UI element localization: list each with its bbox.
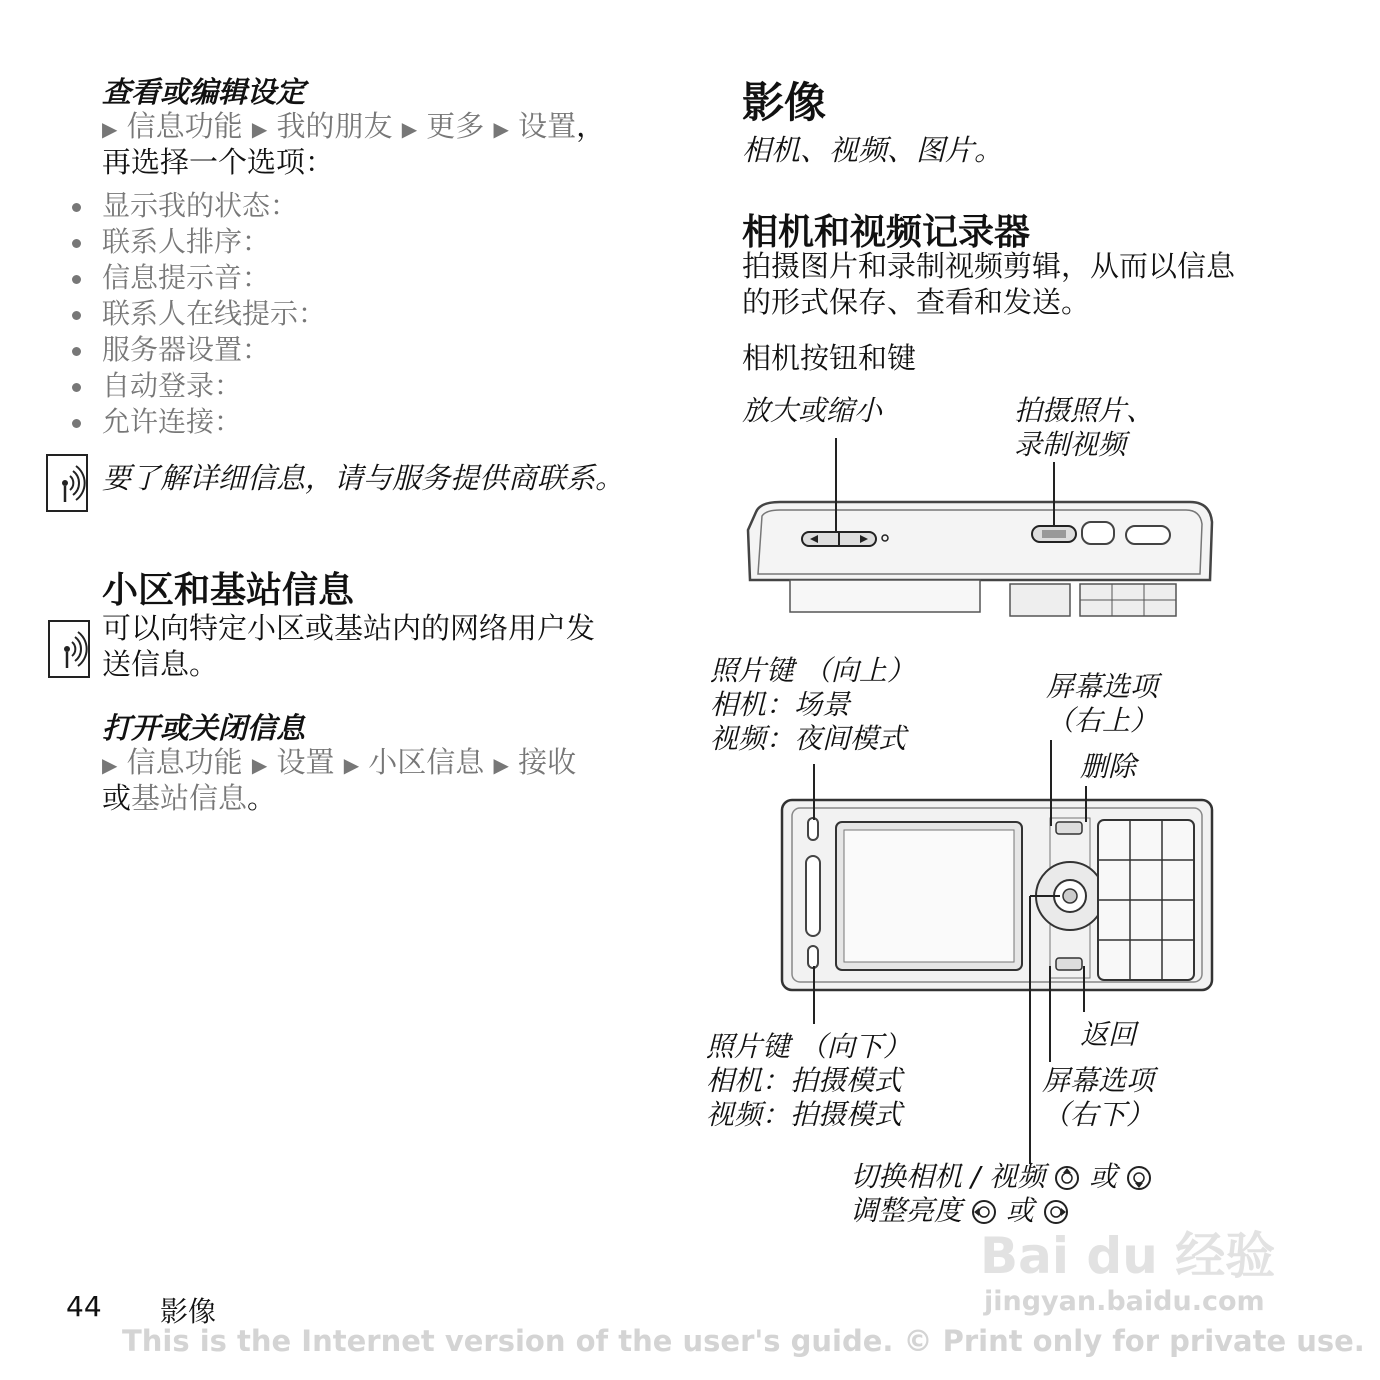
label-photo-key-down-camera: 相机：拍摄模式 [706, 1064, 903, 1097]
switch-text: 切换相机 / 视频 [850, 1160, 1046, 1193]
section-title-view-edit-settings: 查看或编辑设定 [102, 75, 306, 109]
punctuation: ， [576, 109, 606, 143]
label-shoot-line2: 录制视频 [1014, 428, 1127, 461]
label-photo-key-down: 照片键 （向下） [706, 1030, 911, 1063]
list-item: 显示我的状态： [68, 188, 326, 224]
brightness-text: 调整亮度 [850, 1194, 963, 1227]
path-item: 小区信息 [368, 745, 485, 779]
label-screen-option-bottom-pos: （右下） [1042, 1098, 1155, 1131]
or-word: 或 [102, 781, 132, 815]
path-item: 设置 [276, 745, 335, 779]
label-switch-mode [850, 1160, 1152, 1194]
figure-caption: 相机按钮和键 [742, 341, 917, 375]
label-photo-key-up-video: 视频：夜间模式 [710, 722, 907, 755]
label-photo-key-up-camera: 相机：场景 [710, 688, 851, 721]
list-item: 信息提示音： [68, 260, 326, 296]
footer-watermark: This is the Internet version of the user's guide. © Print only for private use. [122, 1324, 1365, 1358]
body-text: 可以向特定小区或基站内的网络用户发 [102, 611, 596, 645]
section-title-camera: 相机和视频记录器 [742, 212, 1031, 253]
arrow-right-icon: ▶ [102, 753, 118, 777]
body-text: 送信息。 [102, 647, 219, 681]
path-item: 基站信息 [131, 781, 248, 815]
list-item: 自动登录： [68, 368, 326, 404]
label-back: 返回 [1080, 1018, 1137, 1051]
arrow-right-icon: ▶ [343, 753, 360, 777]
arrow-right-icon: ▶ [102, 117, 118, 141]
path-item: 接收 [518, 745, 577, 779]
arrow-right-icon: ▶ [251, 753, 268, 777]
path-item: 更多 [426, 109, 485, 143]
arrow-right-icon: ▶ [401, 117, 418, 141]
baidu-logo: Bai du 经验 [980, 1227, 1276, 1285]
list-item: 联系人排序： [68, 224, 326, 260]
label-screen-option-top-pos: （右上） [1046, 704, 1159, 737]
arrow-right-icon: ▶ [493, 753, 509, 777]
nav-up-icon [1054, 1160, 1080, 1193]
section-title-cell-info: 小区和基站信息 [102, 570, 355, 611]
path-item: 信息功能 [126, 109, 243, 143]
footer-section: 影像 [160, 1295, 217, 1328]
section-title-toggle-info: 打开或关闭信息 [102, 711, 306, 745]
list-item: 服务器设置： [68, 332, 326, 368]
chapter-title: 影像 [742, 78, 827, 127]
label-screen-option-bottom: 屏幕选项 [1042, 1064, 1155, 1097]
or-word: 或 [1005, 1194, 1034, 1227]
label-delete: 删除 [1080, 750, 1137, 783]
nav-down-icon [1126, 1160, 1152, 1193]
label-photo-key-up: 照片键 （向上） [710, 654, 915, 687]
list-item: 允许连接： [68, 404, 326, 440]
path-item: 信息功能 [126, 745, 243, 779]
body-text: 拍摄图片和录制视频剪辑，从而以信息 [742, 249, 1236, 283]
page-number: 44 [66, 1290, 102, 1323]
note-text: 要了解详细信息，请与服务提供商联系。 [102, 461, 625, 495]
punctuation: 。 [247, 781, 277, 815]
label-screen-option-top: 屏幕选项 [1046, 670, 1159, 703]
arrow-right-icon: ▶ [493, 117, 509, 141]
instruction-text: 再选择一个选项： [102, 145, 335, 179]
or-word: 或 [1089, 1160, 1118, 1193]
list-item: 联系人在线提示： [68, 296, 326, 332]
path-item: 设置 [518, 109, 577, 143]
baidu-url: jingyan.baidu.com [984, 1286, 1265, 1317]
path-item: 我的朋友 [276, 109, 393, 143]
label-shoot-line1: 拍摄照片、 [1014, 394, 1155, 427]
label-photo-key-down-video: 视频：拍摄模式 [706, 1098, 903, 1131]
body-text: 的形式保存、查看和发送。 [742, 285, 1091, 319]
label-zoom: 放大或缩小 [742, 394, 883, 427]
chapter-subtitle: 相机、视频、图片。 [742, 133, 1004, 167]
arrow-right-icon: ▶ [251, 117, 268, 141]
